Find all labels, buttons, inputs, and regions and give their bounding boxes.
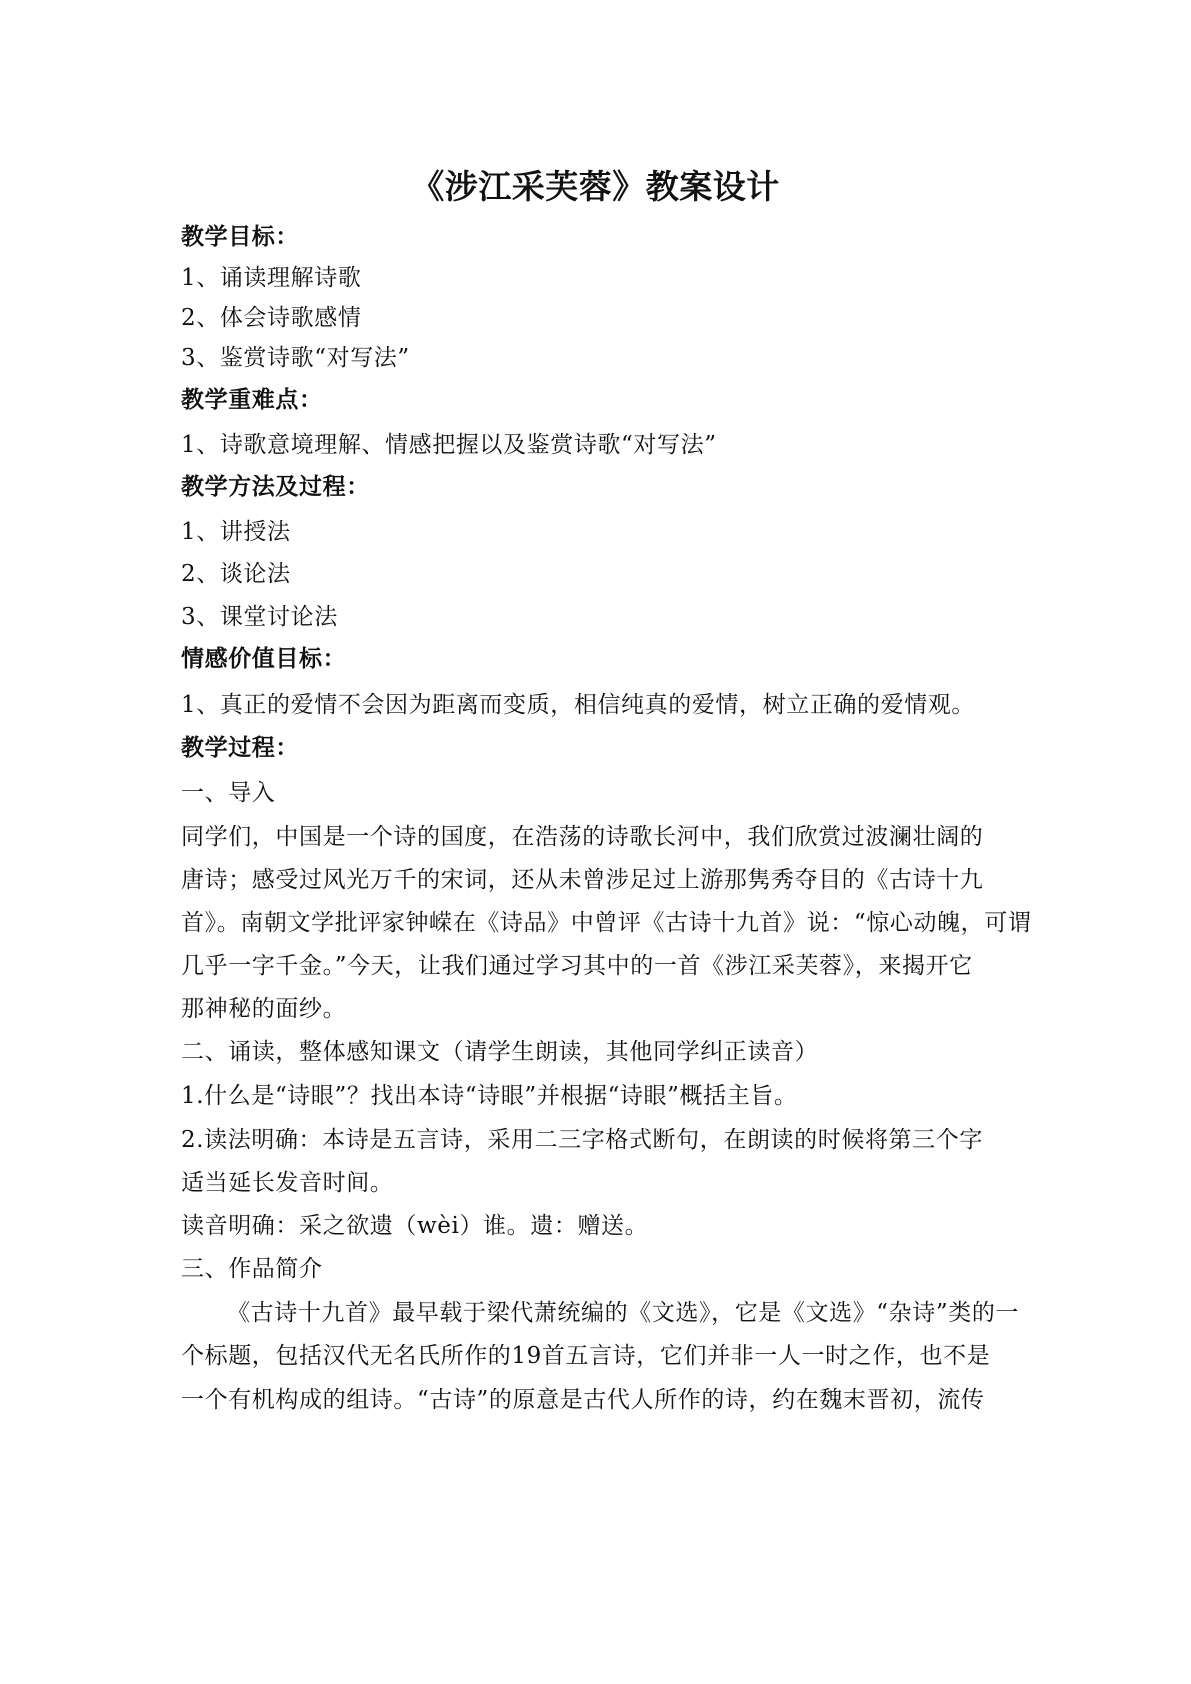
method-item-3: 3、课堂讨论法 (181, 604, 338, 630)
paragraph-line: 唐诗；感受过风光万千的宋词，还从未曾涉足过上游那隽秀夺目的《古诗十九 (181, 867, 984, 893)
heading-key-points: 教学重难点： (181, 387, 323, 413)
paragraph-line: 首》。南朝文学批评家钟嵘在《诗品》中曾评《古诗十九首》说：“惊心动魄，可谓 (181, 910, 1032, 936)
goal-item-1: 1、诵读理解诗歌 (181, 265, 362, 291)
heading-emotional-goals: 情感价值目标： (181, 646, 347, 672)
section-reading-heading: 二、诵读，整体感知课文（请学生朗读，其他同学纠正读音） (181, 1039, 819, 1065)
question-item-1: 1.什么是“诗眼”？找出本诗“诗眼”并根据“诗眼”概括主旨。 (181, 1083, 798, 1109)
paragraph-line: 几乎一字千金。”今天，让我们通过学习其中的一首《涉江采芙蓉》，来揭开它 (181, 953, 973, 979)
paragraph-line: 同学们，中国是一个诗的国度，在浩荡的诗歌长河中，我们欣赏过波澜壮阔的 (181, 824, 984, 850)
document-title: 《涉江采芙蓉》教案设计 (411, 167, 780, 206)
goal-item-2: 2、体会诗歌感情 (181, 305, 362, 331)
key-point-item-1: 1、诗歌意境理解、情感把握以及鉴赏诗歌“对写法” (181, 432, 717, 458)
heading-methods: 教学方法及过程： (181, 474, 370, 500)
pronunciation-note: 读音明确：采之欲遗（wèi）谁。遗：赠送。 (181, 1213, 649, 1239)
heading-teaching-goals: 教学目标： (181, 224, 299, 250)
paragraph-line: 个标题，包括汉代无名氏所作的19首五言诗，它们并非一人一时之作，也不是 (181, 1343, 991, 1369)
method-item-1: 1、讲授法 (181, 519, 291, 545)
method-item-2: 2、谈论法 (181, 561, 291, 587)
paragraph-line: 《古诗十九首》最早载于梁代萧统编的《文选》，它是《文选》“杂诗”类的一 (227, 1300, 1020, 1326)
question-item-2: 2.读法明确：本诗是五言诗，采用二三字格式断句，在朗读的时候将第三个字 (181, 1127, 983, 1153)
paragraph-line: 那神秘的面纱。 (181, 996, 347, 1022)
section-work-intro-heading: 三、作品简介 (181, 1256, 323, 1282)
heading-teaching-process: 教学过程： (181, 735, 299, 761)
goal-item-3: 3、鉴赏诗歌“对写法” (181, 345, 410, 371)
emotional-goal-item-1: 1、真正的爱情不会因为距离而变质，相信纯真的爱情，树立正确的爱情观。 (181, 692, 976, 718)
question-item-2-continued: 适当延长发音时间。 (181, 1170, 394, 1196)
section-intro-heading: 一、导入 (181, 780, 276, 806)
paragraph-line: 一个有机构成的组诗。“古诗”的原意是古代人所作的诗，约在魏末晋初，流传 (181, 1387, 985, 1413)
